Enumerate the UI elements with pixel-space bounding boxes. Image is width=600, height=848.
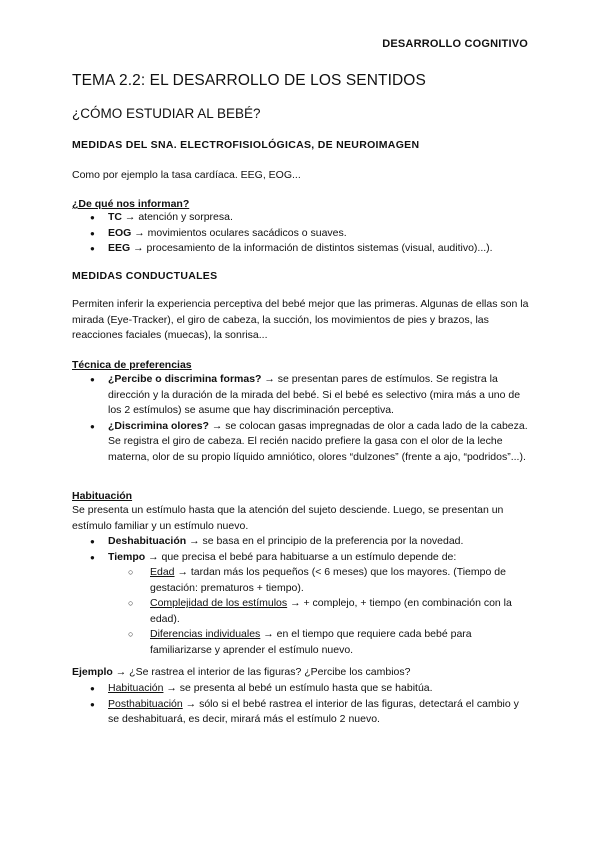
heading-medidas-conductuales: MEDIDAS CONDUCTUALES	[72, 270, 218, 282]
habituacion-paragraph: Se presenta un estímulo hasta que la atención del sujeto desciende. Luego, se presentan un estímulo familiar y un estímulo nuevo.	[72, 504, 504, 532]
page-title: TEMA 2.2: EL DESARROLLO DE LOS SENTIDOS	[72, 72, 426, 89]
section-question: ¿CÓMO ESTUDIAR AL BEBÉ?	[72, 106, 261, 121]
list-item: ● Tiempo → que precisa el bebé para habituarse a un estímulo depende de: ○ Edad → tardan más los pequeños (< 6 meses) que los mayores. (Tiempo de gestación: prematuros + tiempo). ○ Complejidad de los estímulos → + complejo, + tiempo (en combinación con la edad). ○ Diferencias individuales → en el tiempo que requiere cada bebé para familiarizarse y aprender el estímulo nuevo.	[90, 550, 530, 659]
list-item: ● Habituación → se presenta al bebé un estímulo hasta que se habitúa.	[90, 681, 530, 697]
conductuales-paragraph: Permiten inferir la experiencia perceptiva del bebé mejor que las primeras. Algunas de ellas son la mirada (Eye-Tracker), el giro de cabeza, la succión, los movimientos de pies y brazos, las reacciones faciales (muecas), la sonrisa...	[72, 298, 529, 341]
list-item: ● EEG → procesamiento de la información de distintos sistemas (visual, auditivo)...).	[90, 241, 530, 257]
list-item: ○ Edad → tardan más los pequeños (< 6 meses) que los mayores. (Tiempo de gestación: prematuros + tiempo).	[108, 565, 530, 596]
subheading-preferencias: Técnica de preferencias	[72, 359, 192, 371]
subheading-habituacion: Habituación	[72, 490, 133, 502]
preferencias-list	[90, 372, 530, 465]
subheading-informan: ¿De qué nos informan?	[72, 198, 190, 210]
running-header: DESARROLLO COGNITIVO	[382, 38, 528, 50]
list-item: ● Posthabituación → sólo si el bebé rastrea el interior de las figuras, detectará el cambio y se deshabituará, es decir, mirará más el estímulo 2 nuevo.	[90, 697, 530, 728]
list-item: ● EOG → movimientos oculares sacádicos o suaves.	[90, 226, 530, 242]
list-item: ○ Complejidad de los estímulos → + complejo, + tiempo (en combinación con la edad).	[108, 596, 530, 627]
heading-medidas-sna: MEDIDAS DEL SNA. ELECTROFISIOLÓGICAS, DE NEUROIMAGEN	[72, 139, 420, 151]
list-item: ● ¿Discrimina olores? → se colocan gasas impregnadas de olor a cada lado de la cabeza. Se registra el giro de cabeza. El recién nacido prefiere la gasa con el olor de la leche materna, olor de su propio líquido amniótico, olores “dulzones” (frente a ajo, “podridos”...).	[90, 419, 530, 466]
ejemplo-list	[90, 681, 530, 728]
list-item: ● Deshabituación → se basa en el principio de la preferencia por la novedad.	[90, 534, 530, 550]
list-item: ● TC → atención y sorpresa.	[90, 210, 530, 226]
informan-list	[90, 210, 530, 257]
tiempo-sublist	[108, 565, 530, 658]
list-item: ○ Diferencias individuales → en el tiempo que requiere cada bebé para familiarizarse y aprender el estímulo nuevo.	[108, 627, 530, 658]
ejemplo-line: Ejemplo → ¿Se rastrea el interior de las figuras? ¿Percibe los cambios?	[72, 666, 411, 678]
list-item: ● ¿Percibe o discrimina formas? → se presentan pares de estímulos. Se registra la dirección y la duración de la mirada del bebé. Si el bebé es selectivo (mira más a uno de los 2 estímulos) se asume que hay discriminación perceptiva.	[90, 372, 530, 419]
habituacion-list	[90, 534, 530, 658]
intro-paragraph: Como por ejemplo la tasa cardíaca. EEG, EOG...	[72, 169, 301, 181]
